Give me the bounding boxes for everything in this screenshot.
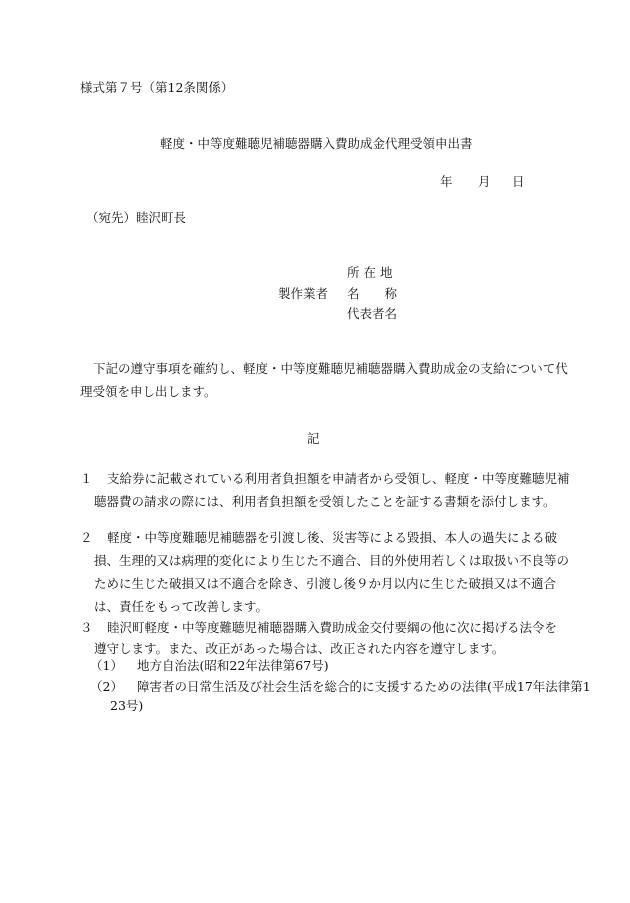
- item-3-number: ３: [80, 620, 93, 635]
- date-day-label: 日: [512, 174, 525, 189]
- manufacturer-representative-label: 代表者名: [347, 306, 398, 321]
- item-3-text: [107, 616, 557, 639]
- manufacturer-address-label: 所 在 地: [347, 265, 393, 280]
- item-2-line-2: 損、生理的又は病理的変化により生じた不適合、目的外使用若しくは取扱い不良等の: [94, 553, 570, 568]
- item-2-line-1: 軽度・中等度難聴児補聴器を引渡し後、災害等による毀損、本人の過失による破: [107, 530, 558, 545]
- law-2-line-2: 23号): [110, 698, 144, 713]
- date-month-label: 月: [478, 174, 491, 189]
- law-2-line-1: 障害者の日常生活及び社会生活を総合的に支援するための法律(平成17年法律第1: [137, 679, 591, 694]
- date-year-label: 年: [440, 174, 453, 189]
- item-1-number: １: [80, 471, 93, 486]
- item-1-line-2: 聴器費の請求の際には、利用者負担額を受領したことを証する書類を添付します。: [94, 494, 556, 509]
- item-2-text-cont: [94, 549, 569, 618]
- item-2-number: ２: [80, 530, 93, 545]
- ki-heading: 記: [307, 431, 320, 446]
- addressee: （宛先）睦沢町長: [86, 210, 187, 225]
- item-3-text-cont: [94, 637, 504, 660]
- document-title: 軽度・中等度難聴児補聴器購入費助成金代理受領申出書: [160, 136, 473, 151]
- manufacturer-label: 製作業者: [278, 286, 329, 301]
- form-number: 様式第７号（第12条関係）: [80, 80, 234, 95]
- law-2-number: （2）: [90, 679, 123, 694]
- intro-paragraph: [80, 357, 568, 403]
- item-3-line-1: 睦沢町軽度・中等度難聴児補聴器購入費助成金交付要綱の他に次に掲げる法令を: [107, 620, 558, 635]
- intro-line-2: 理受領を申し出します。: [80, 384, 217, 399]
- manufacturer-name-label: 名 称: [347, 286, 398, 301]
- item-2-line-4: は、責任をもって改善します。: [94, 599, 269, 614]
- law-1-text: 地方自治法(昭和22年法律第67号): [137, 658, 329, 673]
- item-2-text: [107, 526, 557, 549]
- item-2-line-3: ために生じた破損又は不適合を除き、引渡し後９か月以内に生じた破損又は不適合: [94, 576, 557, 591]
- item-1-text-cont: [94, 490, 556, 513]
- intro-line-1: 下記の遵守事項を確約し、軽度・中等度難聴児補聴器購入費助成金の支給について代: [93, 361, 568, 376]
- item-1-text: [107, 467, 570, 490]
- law-1-number: （1）: [90, 658, 123, 673]
- item-1-line-1: 支給券に記載されている利用者負担額を申請者から受領し、軽度・中等度難聴児補: [107, 471, 570, 486]
- item-3-line-2: 遵守します。また、改正があった場合は、改正された内容を遵守します。: [94, 641, 505, 656]
